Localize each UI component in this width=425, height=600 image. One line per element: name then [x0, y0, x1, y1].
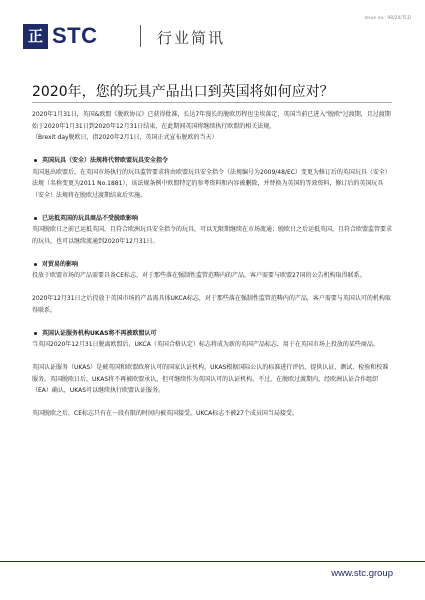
section-4-paragraph-3: 英国脱欧之后，CE标志只有在一段有限的时间内被英国接受。UKCA标志不被27个成员国当局接受。	[32, 410, 298, 417]
section-1-paragraph-1: 英国退出欧盟后，在英国市场执行的玩具监管要求将由欧盟玩具安全指令（法规编号为2009/48/EC）变更为修订后的英国玩具（安全）法规（名称变更为2011 No.1881），该法规条例中欧盟特定的参考资料和内容被删除，并替换为英国的等效资料，修订后的英国玩具（安全）法规将在脱欧过渡期结束后实施。	[32, 168, 391, 199]
section-heading-4: 英国认证服务机构UKAS将不再被欧盟认可	[32, 328, 394, 340]
bullet-icon	[34, 159, 37, 162]
section-3-paragraph-2: 2020年12月31日之后投放于英国市场的产品需具体UKCA标志，对于那些落在强制性监管范畴内的产品，客户需要与英国认可的机构取得联系。	[32, 295, 391, 314]
bullet-icon	[34, 332, 37, 335]
section-2-paragraph-1: 英国脱欧日之前已运抵英国，且符合欧洲玩具安全指令的玩具，可以无限期继续在市场流通；脱欧日之后运抵英国，且符合欧盟监管要求的玩具，也可以继续流通到2020年12月31日。	[32, 226, 393, 245]
logo-text: STC	[52, 23, 98, 48]
section-4-paragraph-2: 英国认证服务（UKAS）是被英国和欧盟政府认可的国家认证机构，UKAS根据国际公认的标准进行评估，提供认证、测试、检验和校准服务。英国脱欧日后，UKAS将不再被欧盟承认，但可继续作为英国认可的认证机构。不过，在脱欧过渡期内，经欧洲认证合作组织（EA）确认，UKAS可以继续执行欧盟认证服务。	[32, 364, 389, 394]
section-4-paragraph-1: 当英国2020年12月31日脱离欧盟后，UKCA（英国合格认定）标志将成为新的英国产品标志，用于在英国市场上投放的某些商品。	[32, 341, 379, 348]
bullet-icon	[34, 263, 37, 266]
footer-website-link[interactable]: www.stc.group	[331, 568, 393, 579]
header-divider	[140, 25, 141, 47]
issue-number: Issue no.: 98/20/TCD	[364, 16, 411, 21]
intro-paragraph-1: 2020年1月31日，英国&欧盟《脱欧协议》已获得批准，长达7年漫长的脱欧历程也尘埃落定，英国当前已进入"脱欧"过渡期，且过渡期始于2020年1月31日到2020年12月31日结束，在此期间英国将继续执行欧盟的相关法规。	[32, 111, 391, 130]
bullet-icon	[34, 217, 37, 220]
section-heading-1: 英国玩具（安全）法规将代替欧盟玩具安全指令	[32, 155, 394, 167]
section-heading-3: 对贸易的影响	[32, 259, 394, 271]
section-heading-2: 已运抵英国的玩具商品不受脱欧影响	[32, 213, 394, 225]
article-body	[32, 109, 394, 420]
title-divider	[32, 102, 392, 103]
stc-logo	[23, 23, 98, 49]
header-title: 行业简讯	[157, 29, 226, 47]
footer-divider	[0, 561, 425, 562]
page-title: 2020年，您的玩具产品出口到英国将如何应对？	[32, 84, 334, 100]
logo-mark-icon: 正	[23, 24, 48, 49]
intro-paragraph-2: （Brexit day脱欧日，指2020年2月1日，英国正式宣布脱欧的当天）	[32, 134, 218, 141]
section-3-paragraph-1: 投放于欧盟市场的产品需要具备CE标志，对于那些落在强制性监管范畴内的产品，客户需要与欧盟27国的公告机构取得联系。	[32, 272, 366, 279]
